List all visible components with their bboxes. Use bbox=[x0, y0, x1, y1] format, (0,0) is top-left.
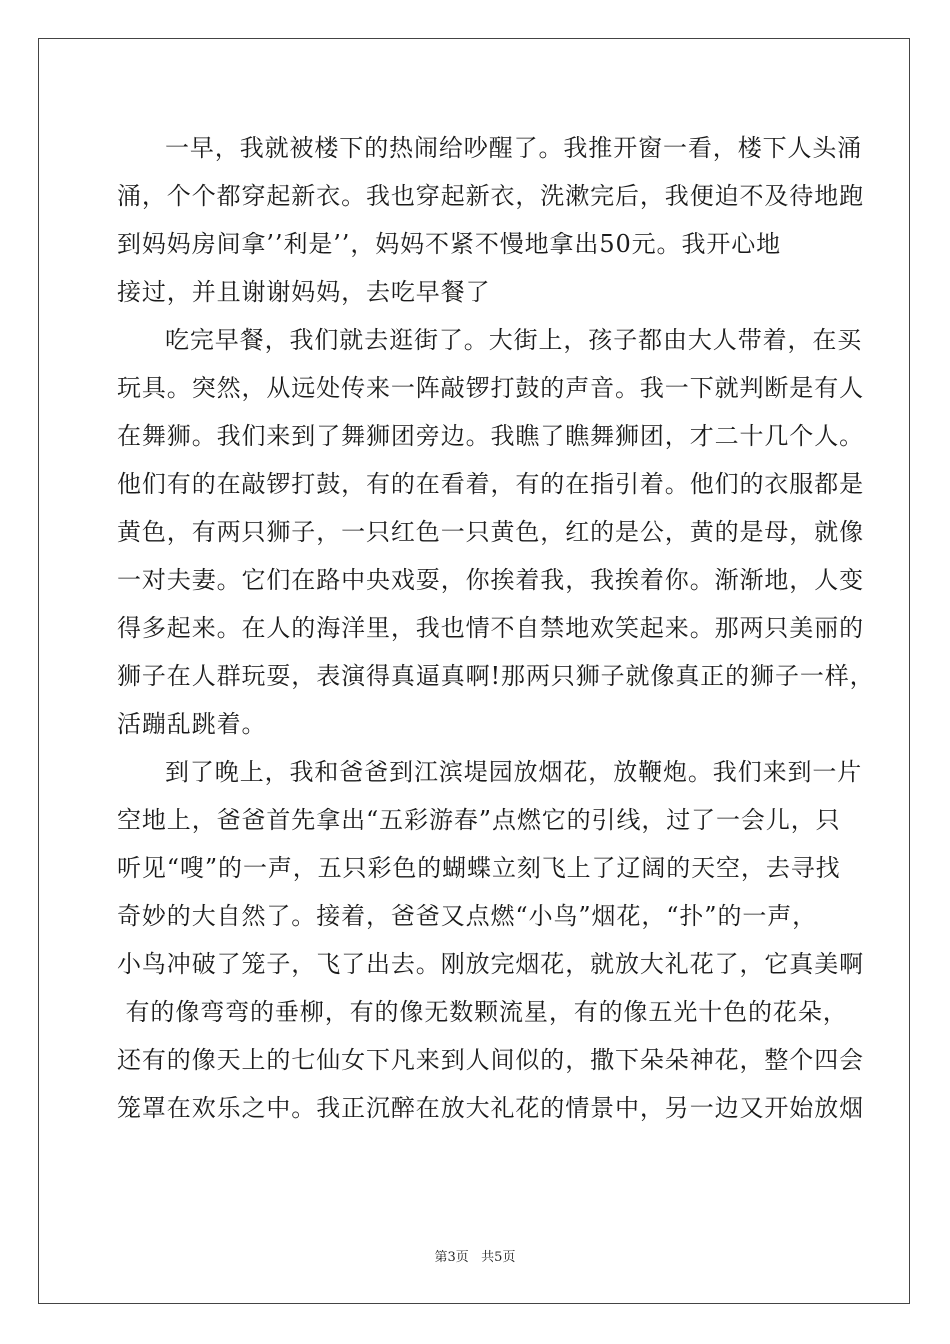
page-number-footer: 第3页 共5页 bbox=[434, 1250, 516, 1265]
paragraph-3-line-1: 到了晚上，我和爸爸到江滨堤园放烟花，放鞭炮。我们来到一片 bbox=[165, 758, 863, 786]
paragraph-2-line-2: 玩具。突然，从远处传来一阵敲锣打鼓的声音。我一下就判断是有人 bbox=[117, 374, 864, 402]
paragraph-2-line-3: 在舞狮。我们来到了舞狮团旁边。我瞧了瞧舞狮团，才二十几个人。 bbox=[117, 422, 864, 450]
paragraph-1-line-3: 到妈妈房间拿’’利是’’，妈妈不紧不慢地拿出50元。我开心地 bbox=[117, 230, 782, 258]
paragraph-2-line-1: 吃完早餐，我们就去逛街了。大街上，孩子都由大人带着，在买 bbox=[165, 326, 863, 354]
paragraph-1-line-1: 一早，我就被楼下的热闹给吵醒了。我推开窗一看，楼下人头涌 bbox=[165, 134, 863, 162]
paragraph-3-line-2: 空地上，爸爸首先拿出“五彩游春”点燃它的引线，过了一会儿，只 bbox=[117, 806, 841, 834]
paragraph-3-line-4: 奇妙的大自然了。接着，爸爸又点燃“小鸟”烟花，“扑”的一声， bbox=[117, 902, 818, 930]
paragraph-2-line-4: 他们有的在敲锣打鼓，有的在看着，有的在指引着。他们的衣服都是 bbox=[117, 470, 864, 498]
paragraph-3-line-3: 听见“嗖”的一声，五只彩色的蝴蝶立刻飞上了辽阔的天空，去寻找 bbox=[117, 854, 841, 882]
paragraph-3-line-6: 有的像弯弯的垂柳，有的像无数颗流星，有的像五光十色的花朵， bbox=[117, 998, 848, 1026]
paragraph-2-line-6: 一对夫妻。它们在路中央戏耍，你挨着我，我挨着你。渐渐地，人变 bbox=[117, 566, 864, 594]
paragraph-3-line-7: 还有的像天上的七仙女下凡来到人间似的，撒下朵朵神花，整个四会 bbox=[117, 1046, 864, 1074]
paragraph-2-line-9: 活蹦乱跳着。 bbox=[117, 710, 267, 738]
paragraph-3-line-5: 小鸟冲破了笼子，飞了出去。刚放完烟花，就放大礼花了，它真美啊 bbox=[117, 950, 864, 978]
paragraph-3-line-8: 笼罩在欢乐之中。我正沉醉在放大礼花的情景中，另一边又开始放烟 bbox=[117, 1094, 864, 1122]
paragraph-1-line-2: 涌，个个都穿起新衣。我也穿起新衣，洗漱完后，我便迫不及待地跑 bbox=[117, 182, 864, 210]
paragraph-1-line-4: 接过，并且谢谢妈妈，去吃早餐了 bbox=[117, 278, 491, 306]
paragraph-2-line-7: 得多起来。在人的海洋里，我也情不自禁地欢笑起来。那两只美丽的 bbox=[117, 614, 864, 642]
paragraph-2-line-5: 黄色，有两只狮子，一只红色一只黄色，红的是公，黄的是母，就像 bbox=[117, 518, 864, 546]
paragraph-2-line-8: 狮子在人群玩耍，表演得真逼真啊!那两只狮子就像真正的狮子一样， bbox=[117, 662, 875, 690]
